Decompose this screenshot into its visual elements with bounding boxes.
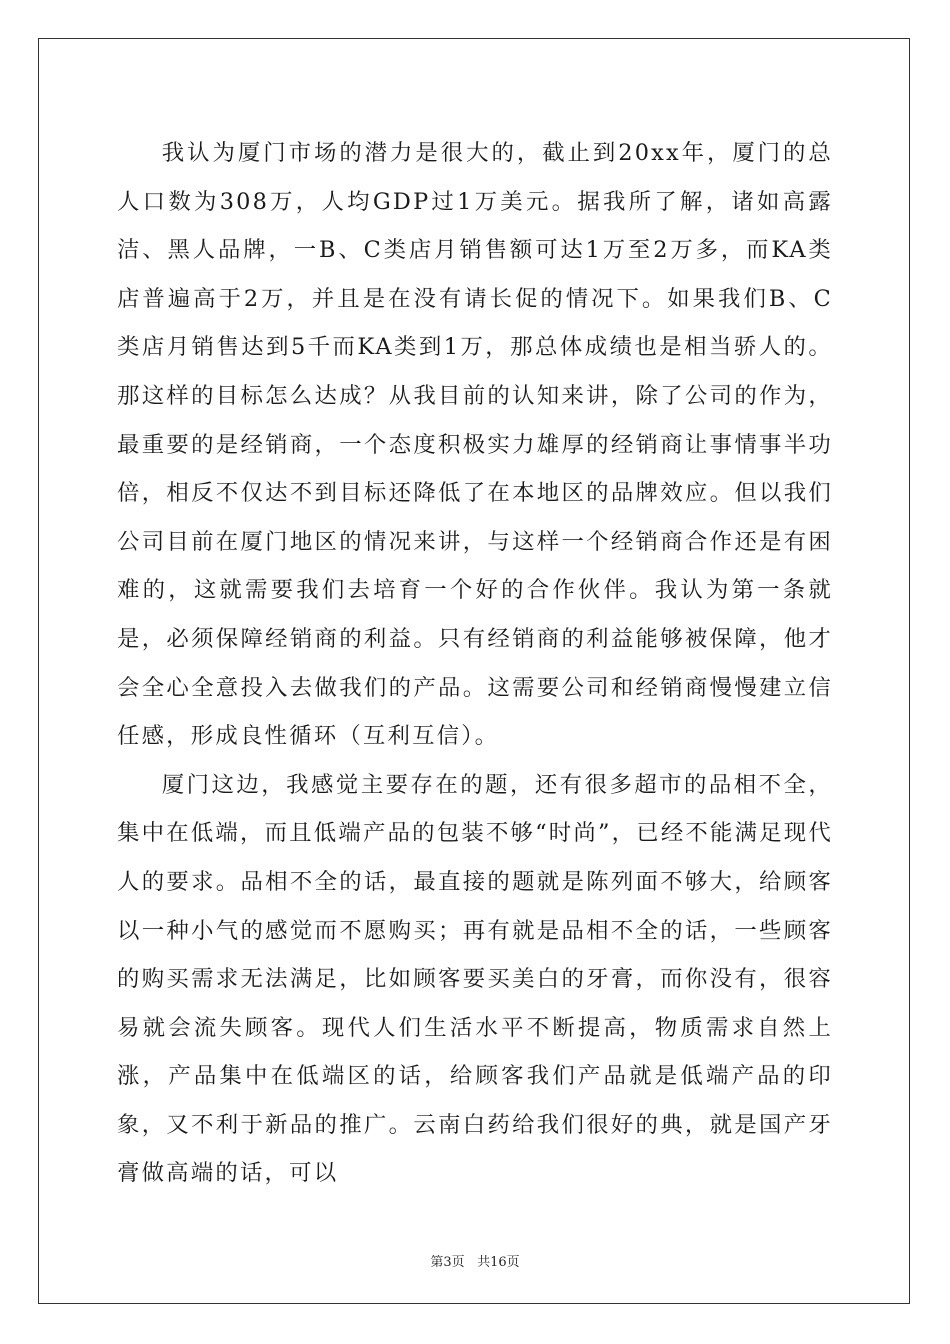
page-footer [0,1251,950,1270]
document-body [117,129,833,1198]
page-total: 共16页 [477,1255,520,1270]
paragraph-1: 我认为厦门市场的潜力是很大的，截止到20xx年，厦门的总人口数为308万，人均GDP过1万美元。据我所了解，诸如高露洁、黑人品牌，一B、C类店月销售额可达1万至2万多，而KA类店普遍高于2万，并且是在没有请长促的情况下。如果我们B、C类店月销售达到5千而KA类到1万，那总体成绩也是相当骄人的。那这样的目标怎么达成？从我目前的认知来讲，除了公司的作为，最重要的是经销商，一个态度积极实力雄厚的经销商让事情事半功倍，相反不仅达不到目标还降低了在本地区的品牌效应。但以我们公司目前在厦门地区的情况来讲，与这样一个经销商合作还是有困难的，这就需要我们去培育一个好的合作伙伴。我认为第一条就是，必须保障经销商的利益。只有经销商的利益能够被保障，他才会全心全意投入去做我们的产品。这需要公司和经销商慢慢建立信任感，形成良性循环（互利互信）。 [117,140,833,750]
page-number: 第3页 [430,1255,465,1270]
paragraph-2: 厦门这边，我感觉主要存在的题，还有很多超市的品相不全，集中在低端，而且低端产品的包装不够“时尚”，已经不能满足现代人的要求。品相不全的话，最直接的题就是陈列面不够大，给顾客以一种小气的感觉而不愿购买；再有就是品相不全的话，一些顾客的购买需求无法满足，比如顾客要买美白的牙膏，而你没有，很容易就会流失顾客。现代人们生活水平不断提高，物质需求自然上涨，产品集中在低端区的话，给顾客我们产品就是低端产品的印象，又不利于新品的推广。云南白药给我们很好的典，就是国产牙膏做高端的话，可以 [117,771,833,1187]
